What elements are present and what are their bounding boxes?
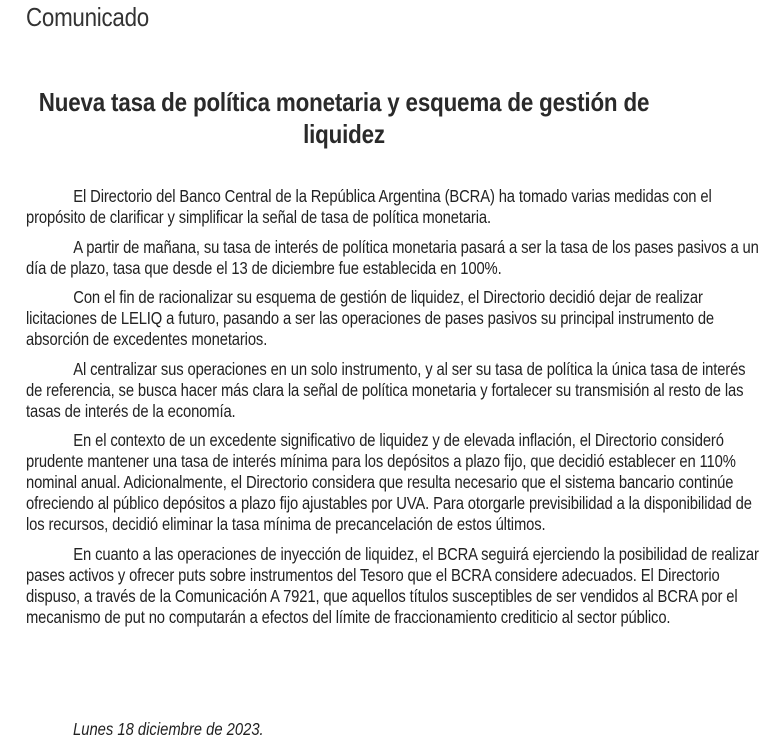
paragraph-leliq: Con el fin de racionalizar su esquema de gestión de liquidez, el Directorio decidió dejar de realizar licitaciones de LELIQ a futuro, pasando a ser las operaciones de pases pasivos su principal instrumento de absorción de excedentes monetarios.: [26, 287, 715, 350]
paragraph-policy-rate: A partir de mañana, su tasa de interés de política monetaria pasará a ser la tasa de los pases pasivos a un día de plazo, tasa que desde el 13 de diciembre fue establecida en 100%.: [26, 236, 759, 278]
paragraph-intro: El Directorio del Banco Central de la República Argentina (BCRA) ha tomado varias medidas con el propósito de clarificar y simplificar la señal de tasa de política monetaria.: [26, 186, 712, 227]
paragraph-centralization: Al centralizar sus operaciones en un solo instrumento, y al ser su tasa de política la única tasa de interés de referencia, se busca hacer más clara la señal de política monetaria y fortalecer su transmisión al resto de las tasas de interés de la economía.: [26, 358, 746, 421]
paragraph-liquidity-injection: En cuanto a las operaciones de inyección de liquidez, el BCRA seguirá ejerciendo la posibilidad de realizar pases activos y ofrecer puts sobre instrumentos del Tesoro que el BCRA considere adecuados. El Directorio dispuso, a través de la Comunicación A 7921, que aquellos títulos susceptibles de ser vendidos al BCRA por el mecanismo de put no computarán a efectos del límite de fraccionamiento crediticio al sector público.: [26, 543, 759, 627]
paragraph-deposits: En el contexto de un excedente significativo de liquidez y de elevada inflación, el Directorio consideró prudente mantener una tasa de interés mínima para los depósitos a plazo fijo, que decidió establecer en 110% nominal anual. Adicionalmente, el Directorio considera que resulta necesario que el sistema bancario continúe ofreciendo al público depósitos a plazo fijo ajustables por UVA. Para otorgarle previsibilidad a la disponibilidad de los recursos, decidió eliminar la tasa mínima de precancelación de estos últimos.: [26, 430, 752, 535]
page-title: Nueva tasa de política monetaria y esquema de gestión de liquidez: [38, 87, 650, 149]
document-date: Lunes 18 diciembre de 2023.: [73, 719, 264, 739]
section-label: Comunicado: [26, 2, 149, 32]
document-body: [26, 186, 764, 637]
